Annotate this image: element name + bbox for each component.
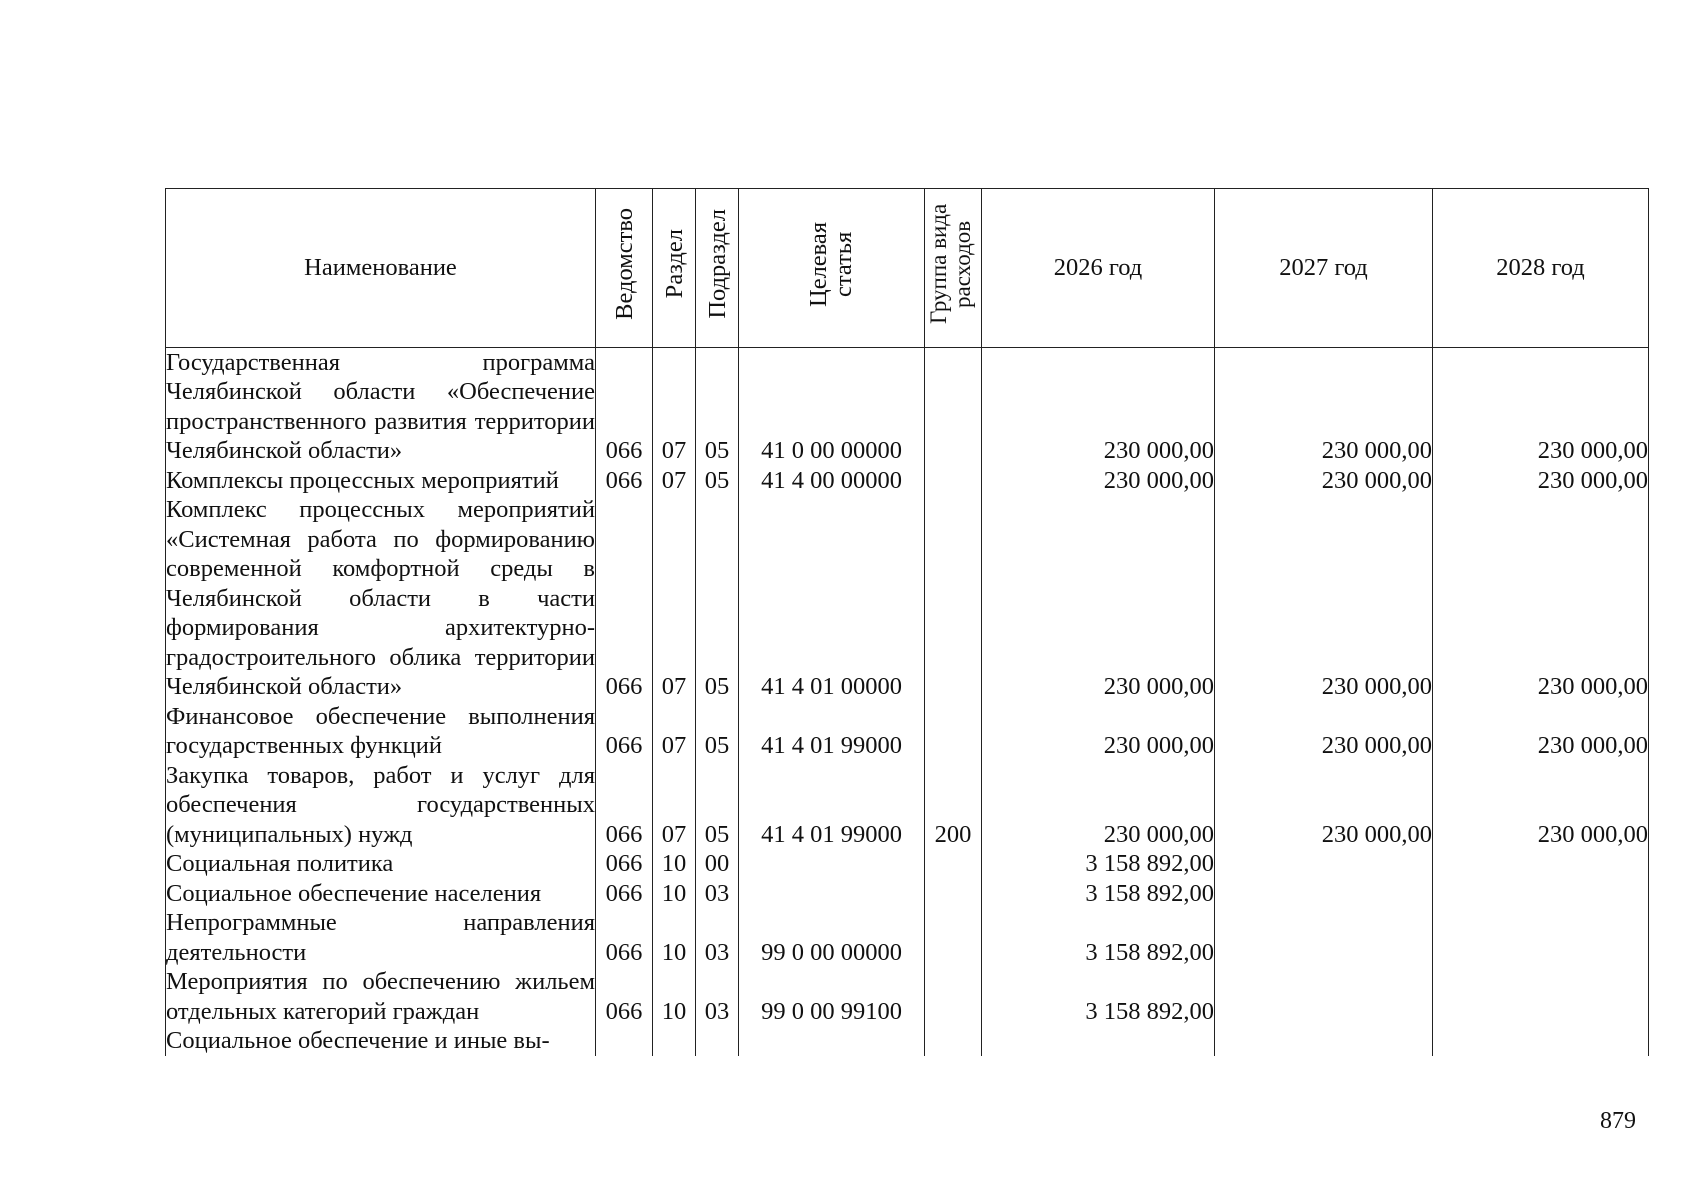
row-podrazdel: 05 <box>696 761 739 850</box>
row-name: Мероприятия по обеспечению жильем отдельных категорий граждан <box>166 968 595 1025</box>
row-2026: 230 000,00 <box>982 761 1215 850</box>
row-target <box>739 849 925 879</box>
header-name: Наименование <box>166 189 596 348</box>
row-target <box>739 879 925 909</box>
row-group: 200 <box>925 761 982 850</box>
table-row <box>166 908 1649 967</box>
row-2028: 230 000,00 <box>1433 347 1649 466</box>
row-2028 <box>1433 967 1649 1026</box>
row-2027: 230 000,00 <box>1215 495 1433 702</box>
row-2026: 3 158 892,00 <box>982 908 1215 967</box>
row-target: 41 4 01 00000 <box>739 495 925 702</box>
row-podrazdel: 03 <box>696 879 739 909</box>
row-name: Социальное обеспечение населения <box>166 879 596 909</box>
row-2028: 230 000,00 <box>1433 761 1649 850</box>
row-2027: 230 000,00 <box>1215 347 1433 466</box>
row-podrazdel: 05 <box>696 702 739 761</box>
row-vedomstvo: 066 <box>596 347 653 466</box>
header-2026: 2026 год <box>982 189 1215 348</box>
row-vedomstvo: 066 <box>596 879 653 909</box>
row-vedomstvo: 066 <box>596 849 653 879</box>
row-name: Социальная политика <box>166 849 596 879</box>
row-target: 41 4 01 99000 <box>739 761 925 850</box>
header-razdel: Раздел <box>653 189 696 348</box>
header-target: Целевая статья <box>739 189 925 348</box>
row-vedomstvo: 066 <box>596 908 653 967</box>
row-razdel <box>653 1026 696 1056</box>
row-group <box>925 466 982 496</box>
row-2028 <box>1433 849 1649 879</box>
row-2028 <box>1433 908 1649 967</box>
row-target: 41 4 00 00000 <box>739 466 925 496</box>
row-2027 <box>1215 908 1433 967</box>
row-target: 99 0 00 99100 <box>739 967 925 1026</box>
row-2026: 230 000,00 <box>982 466 1215 496</box>
row-group <box>925 702 982 761</box>
row-group <box>925 495 982 702</box>
row-podrazdel <box>696 1026 739 1056</box>
row-target <box>739 1026 925 1056</box>
row-2026: 230 000,00 <box>982 347 1215 466</box>
row-2027 <box>1215 879 1433 909</box>
header-vedomstvo: Ведомство <box>596 189 653 348</box>
table-header-row <box>166 189 1649 348</box>
row-podrazdel: 05 <box>696 466 739 496</box>
row-razdel: 10 <box>653 908 696 967</box>
table-body <box>166 347 1649 1056</box>
budget-table <box>165 188 1649 1056</box>
row-podrazdel: 05 <box>696 347 739 466</box>
row-vedomstvo: 066 <box>596 761 653 850</box>
row-podrazdel: 05 <box>696 495 739 702</box>
table-row <box>166 761 1649 850</box>
row-2028 <box>1433 1026 1649 1056</box>
row-2028: 230 000,00 <box>1433 495 1649 702</box>
page-number: 879 <box>1600 1108 1636 1134</box>
row-name: Закупка товаров, работ и услуг для обеспечения государственных (муниципальных) нужд <box>166 761 595 848</box>
row-2026: 230 000,00 <box>982 495 1215 702</box>
table-row <box>166 495 1649 702</box>
row-vedomstvo <box>596 1026 653 1056</box>
header-podrazdel: Подраздел <box>696 189 739 348</box>
row-2027 <box>1215 967 1433 1026</box>
row-vedomstvo: 066 <box>596 466 653 496</box>
row-2028 <box>1433 879 1649 909</box>
header-group: Группа вида расходов <box>925 189 982 348</box>
row-name: Социальное обеспечение и иные вы- <box>166 1026 596 1056</box>
table-row <box>166 967 1649 1026</box>
table-row <box>166 702 1649 761</box>
row-2026: 230 000,00 <box>982 702 1215 761</box>
row-name: Непрограммные направления деятельности <box>166 909 595 966</box>
table-row <box>166 879 1649 909</box>
row-2026: 3 158 892,00 <box>982 879 1215 909</box>
row-group <box>925 347 982 466</box>
row-name: Комплексы процессных мероприятий <box>166 466 596 496</box>
row-razdel: 07 <box>653 347 696 466</box>
row-2026 <box>982 1026 1215 1056</box>
row-podrazdel: 00 <box>696 849 739 879</box>
row-razdel: 07 <box>653 761 696 850</box>
table-row <box>166 849 1649 879</box>
row-group <box>925 849 982 879</box>
row-podrazdel: 03 <box>696 908 739 967</box>
row-razdel: 10 <box>653 879 696 909</box>
row-2026: 3 158 892,00 <box>982 849 1215 879</box>
row-vedomstvo: 066 <box>596 702 653 761</box>
row-target: 99 0 00 00000 <box>739 908 925 967</box>
row-2027: 230 000,00 <box>1215 761 1433 850</box>
row-2027: 230 000,00 <box>1215 702 1433 761</box>
row-2027: 230 000,00 <box>1215 466 1433 496</box>
table-row <box>166 466 1649 496</box>
row-2027 <box>1215 849 1433 879</box>
table-row <box>166 347 1649 466</box>
row-group <box>925 879 982 909</box>
row-2028: 230 000,00 <box>1433 466 1649 496</box>
row-razdel: 07 <box>653 495 696 702</box>
row-razdel: 07 <box>653 702 696 761</box>
row-name: Комплекс процессных мероприятий «Системная работа по формированию современной комфортной среды в Челябинской области в части формирования архитектурно-градостроительного облика территории Челябинской области» <box>166 496 595 700</box>
row-group <box>925 1026 982 1056</box>
row-group <box>925 967 982 1026</box>
row-vedomstvo: 066 <box>596 967 653 1026</box>
row-2027 <box>1215 1026 1433 1056</box>
row-name: Государственная программа Челябинской области «Обеспечение пространственного развития территории Челябинской области» <box>166 348 595 464</box>
row-target: 41 0 00 00000 <box>739 347 925 466</box>
row-2026: 3 158 892,00 <box>982 967 1215 1026</box>
row-razdel: 07 <box>653 466 696 496</box>
row-target: 41 4 01 99000 <box>739 702 925 761</box>
row-podrazdel: 03 <box>696 967 739 1026</box>
row-razdel: 10 <box>653 967 696 1026</box>
row-name: Финансовое обеспечение выполнения государственных функций <box>166 702 595 759</box>
header-2028: 2028 год <box>1433 189 1649 348</box>
table-row <box>166 1026 1649 1056</box>
row-vedomstvo: 066 <box>596 495 653 702</box>
row-razdel: 10 <box>653 849 696 879</box>
row-2028: 230 000,00 <box>1433 702 1649 761</box>
row-group <box>925 908 982 967</box>
header-2027: 2027 год <box>1215 189 1433 348</box>
